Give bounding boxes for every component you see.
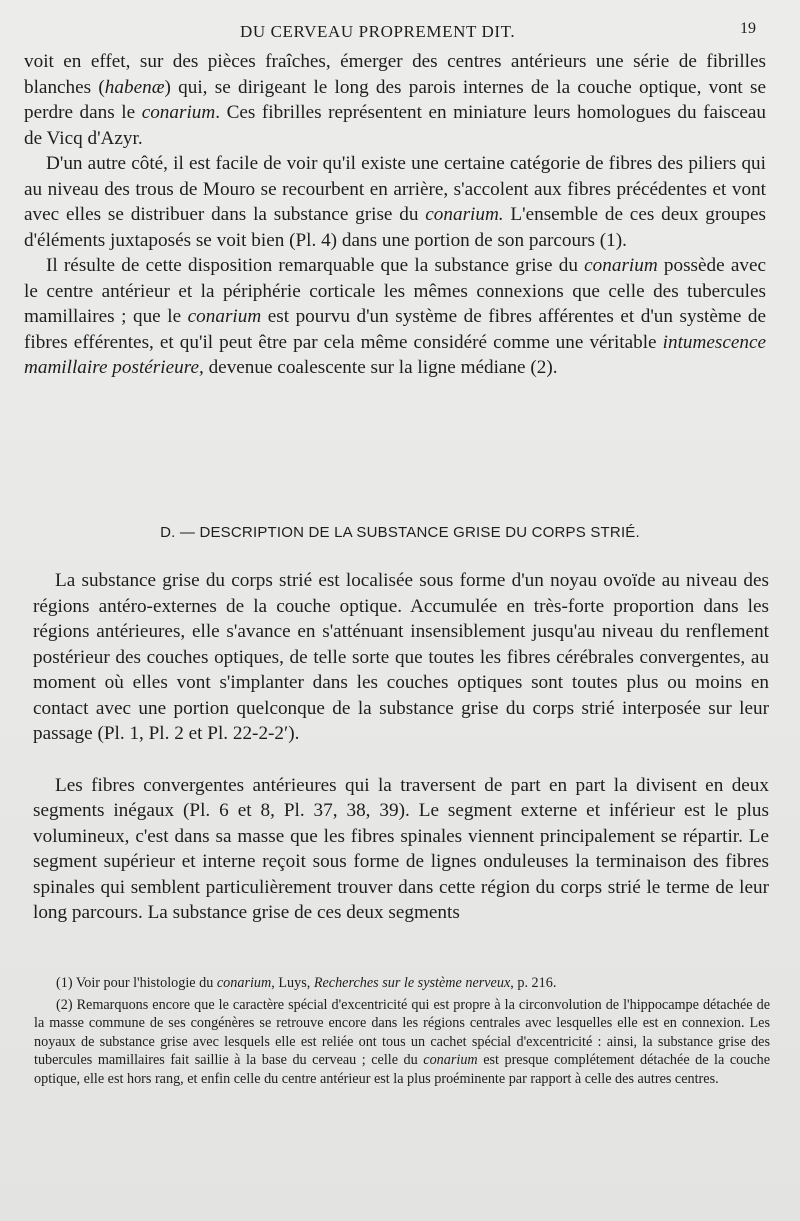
text-run: , Luys,	[271, 975, 314, 991]
text-run: possède avec le centre antérieur et la périphérie corticale les mêmes connexions que celle des tubercules mamillaires ; que le	[24, 255, 766, 327]
text-run: devenue coalescente sur la ligne médiane (2).	[203, 357, 558, 378]
paragraph	[33, 568, 769, 747]
section-heading: D. — DESCRIPTION DE LA SUBSTANCE GRISE DU CORPS STRIÉ.	[160, 524, 640, 542]
italic-text: conarium	[187, 306, 262, 327]
text-run: (1) Voir pour l'histologie du	[56, 975, 217, 991]
italic-text: conarium	[423, 1052, 478, 1069]
text-run: (2) Remarquons encore que le caractère spécial d'excentricité qui est propre à la circonvolution de l'hippocampe détachée de la masse commune de ses congénères se retrouve encore dans les régions centrales avec lesquelles elle est en connexion. Les noyaux de substance grise avec lesquels elle est reliée ont tous un cachet spécial d'excentricité : ainsi, la substance grise des tubercules mamillaires fait saillie à la base du cerveau ; celle du	[34, 996, 770, 1069]
text-run: ) qui, se dirigeant le long des parois internes de la couche optique, vont se perdre dans le	[24, 76, 766, 123]
italic-text: conarium	[141, 102, 216, 123]
footnote	[34, 996, 770, 1089]
text-run: D'un autre côté, il est facile de voir qu'il existe une certaine catégorie de fibres des piliers qui au niveau des trous de Mouro se recourbent en arrière, s'accolent aux fibres précédentes et vont avec elles se distribuer dans la substance grise du	[24, 153, 766, 225]
text-run: est pourvu d'un système de fibres afférentes et d'un système de fibres efférentes, et qu'il peut être par cela même considéré comme une véritable	[24, 306, 766, 353]
text-run: Il résulte de cette disposition remarquable que la substance grise du	[46, 255, 585, 276]
body-text-upper	[24, 49, 766, 381]
text-run: La substance grise du corps strié est localisée sous forme d'un noyau ovoïde au niveau des régions antéro-externes de la couche optique. Accumulée en très-forte proportion dans les régions antérieures, elle s'avance en s'atténuant insensiblement jusqu'au niveau du renflement postérieur des couches optiques, de telle sorte que toutes les fibres cérébrales convergentes, au moment où elles vont s'implanter dans les couches optiques sont toutes plus ou moins en contact avec une portion quelconque de la substance grise du corps strié interposée sur leur passage (Pl. 1, Pl. 2 et Pl. 22-2-2′).	[33, 570, 769, 744]
page-number: 19	[740, 20, 756, 37]
running-title: DU CERVEAU PROPREMENT DIT.	[240, 22, 516, 41]
italic-text: habenæ	[104, 76, 165, 98]
text-run: . Ces fibrilles représentent en miniature leurs homologues du faisceau de Vicq d'Azyr.	[24, 102, 766, 149]
body-text-lower	[33, 568, 769, 926]
text-run: est presque complétement détachée de la couche optique, elle est hors rang, et enfin celle du centre antérieur est la plus proéminente par rapport à celle des autres centres.	[34, 1052, 770, 1087]
italic-text: intumescence mamillaire postérieure,	[24, 331, 766, 378]
text-run: voit en effet, sur des pièces fraîches, émerger des centres antérieurs une série de fibrilles blanches (	[24, 51, 766, 98]
running-header	[0, 18, 800, 46]
paragraph	[24, 49, 766, 151]
text-run: , p. 216.	[510, 975, 557, 991]
paragraph	[24, 253, 766, 381]
paragraph	[33, 773, 769, 926]
italic-text: conarium	[584, 255, 658, 276]
footnotes	[34, 974, 770, 1089]
italic-text: conarium.	[425, 204, 504, 225]
italic-text: conarium	[216, 975, 272, 991]
italic-text: Recherches sur le système nerveux	[313, 975, 511, 991]
paragraph	[24, 151, 766, 253]
text-run: Les fibres convergentes antérieures qui la traversent de part en part la divisent en deux segments inégaux (Pl. 6 et 8, Pl. 37, 38, 39). Le segment externe et inférieur est le plus volumineux, c'est dans sa masse que les fibres spinales viennent principalement se répartir. Le segment supérieur et interne reçoit sous forme de lignes onduleuses la terminaison des fibres spinales qui semblent particulièrement trouver dans cette région du corps strié le terme de leur long parcours. La substance grise de ces deux segments	[33, 774, 769, 923]
text-run: L'ensemble de ces deux groupes d'éléments juxtaposés se voit bien (Pl. 4) dans une portion de son parcours (1).	[24, 204, 766, 251]
footnote	[34, 974, 770, 993]
